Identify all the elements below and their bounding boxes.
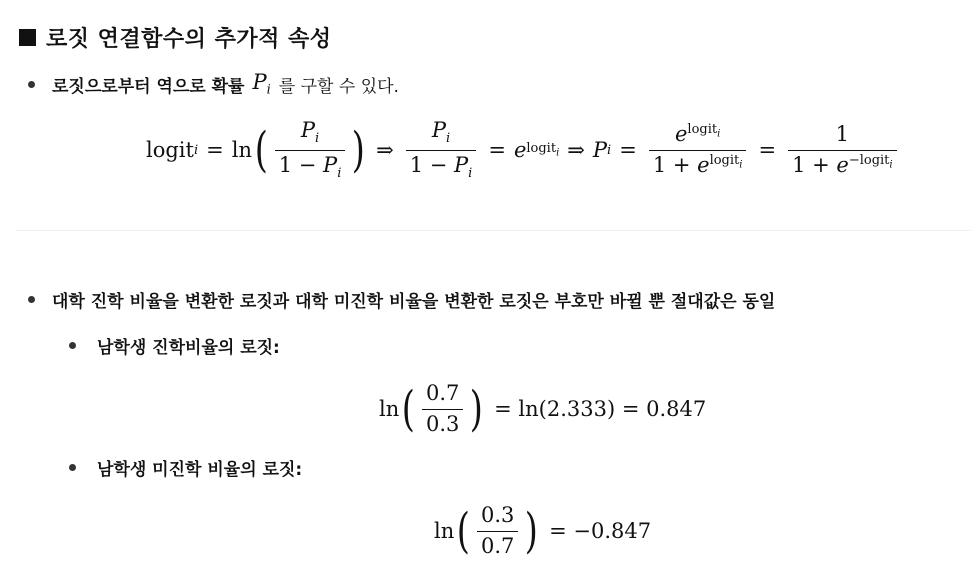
formula-inverse-logit: logit i = ln ( $\frac{P_i}{1 - P_i}$ ) ⇒ $\frac{P_i}{1 - P_i}$ = e logit$_i$ ⇒ P i = $\frac{e^{logit_i}}{1 + e^{logit_i}}$ = $\frac{1}{1 + e^{-logit_i}}$	[146, 117, 901, 183]
bullet-item-inverse	[28, 70, 399, 98]
section-divider	[16, 230, 971, 231]
sub-bullet-label: 남학생 미진학 비율의 로짓:	[97, 459, 303, 480]
bullet-dot-icon	[28, 296, 35, 303]
sub-bullet-nonenroll-logit	[69, 456, 302, 478]
formula-enroll-logit: ln ( $\frac{0.7}{0.3}$ ) = ln(2.333) = 0.847	[379, 381, 707, 437]
bullet-dot-icon	[69, 464, 76, 471]
bullet-dot-icon	[28, 81, 35, 88]
pi-symbol: $P_i$	[252, 70, 271, 98]
bullet-dot-icon	[69, 342, 76, 349]
bullet-item-symmetry	[28, 288, 775, 310]
sub-bullet-label: 남학생 진학비율의 로짓:	[97, 337, 280, 358]
bullet-bold-text: 대학 진학 비율을 변환한 로짓과 대학 미진학 비율을 변환한 로짓은 부호만 바뀔 뿐 절대값은 동일	[52, 291, 776, 312]
bullet-bold-text: 로짓으로부터 역으로 확률	[52, 76, 245, 97]
square-bullet-icon	[19, 29, 36, 46]
section-heading	[19, 20, 332, 54]
heading-title: 로짓 연결함수의 추가적 속성	[46, 26, 332, 52]
bullet-plain-text: 를 구할 수 있다.	[278, 76, 399, 97]
sub-bullet-enroll-logit	[69, 334, 280, 356]
formula-nonenroll-logit: ln ( $\frac{0.3}{0.7}$ ) = −0.847	[434, 503, 652, 559]
